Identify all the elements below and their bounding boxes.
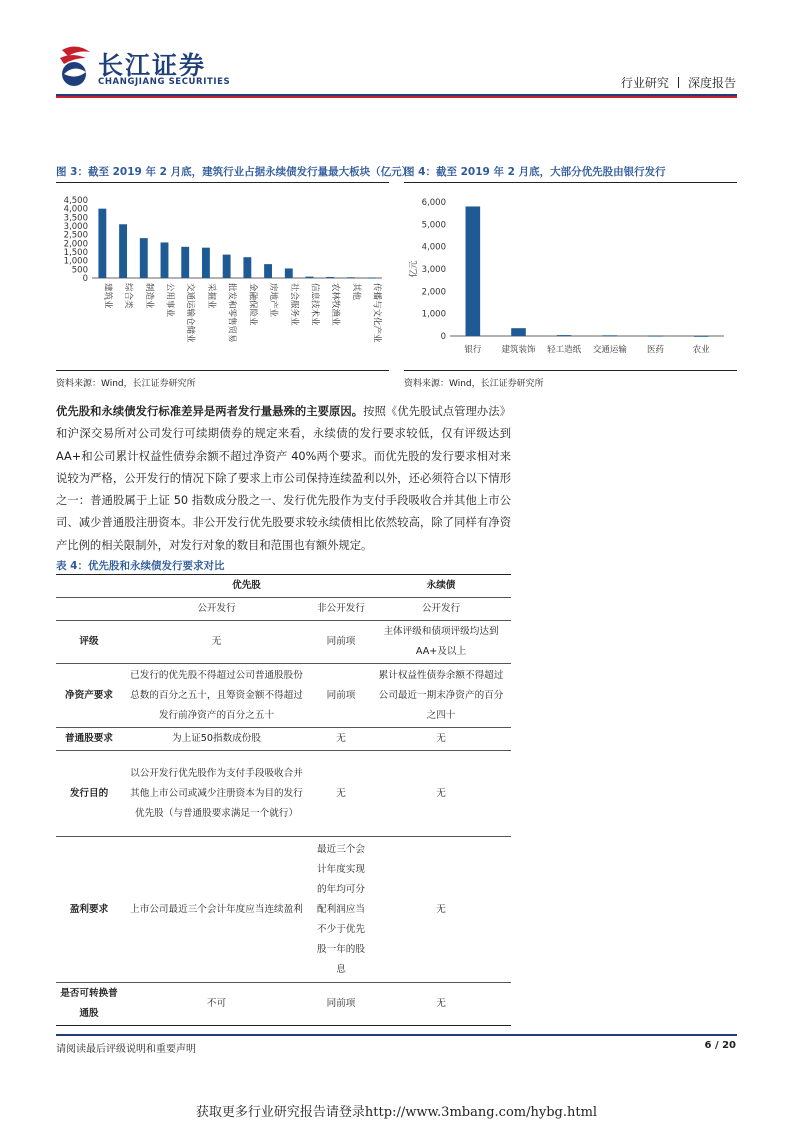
cell-perpetual: 无 bbox=[371, 751, 511, 837]
section-depth: 深度报告 bbox=[687, 76, 736, 90]
x-tick-label: 农林牧渔业 bbox=[330, 283, 341, 326]
x-tick-label: 交通运输 bbox=[592, 345, 627, 355]
figure3-bottom-rule bbox=[56, 370, 389, 371]
section-divider bbox=[678, 77, 680, 88]
bar bbox=[161, 242, 169, 278]
company-logo bbox=[56, 44, 236, 92]
row-header: 发行目的 bbox=[56, 751, 122, 837]
x-tick-label: 综合类 bbox=[123, 283, 134, 309]
x-tick-label: 公用事业 bbox=[164, 283, 175, 318]
y-tick-label: 6,000 bbox=[421, 198, 446, 208]
figure4-bottom-rule bbox=[404, 370, 737, 371]
x-tick-label: 其他 bbox=[350, 283, 361, 301]
paragraph-body: 按照《优先股试点管理办法》和沪深交易所对公司发行可续期债券的规定来看，永续债的发行要求较低，仅有评级达到 AA+和公司累计权益性债券余额不超过净资产 40%两个要求。而优先股的发行要求相对来说较为严格，公开发行的情况下除了要求上市公司保持连续盈利以外，还必须符合以下情形之一：普通股属于上证 50 指数成分股之一、发行优先股作为支付手段吸收合并其他上市公司、减少普通股注册资本。非公开发行优先股要求较永续债相比依然较高，除了同样有净资产比例的相关限制外，对发行对象的数目和范围也有额外规定。 bbox=[56, 405, 511, 552]
bar bbox=[557, 335, 572, 336]
y-tick-label: 2,500 bbox=[63, 230, 88, 241]
cell-nonpublic: 无 bbox=[311, 728, 371, 751]
x-tick-label: 银行 bbox=[464, 345, 482, 355]
x-tick-label: 传播与文化产业 bbox=[371, 283, 382, 343]
logo-emblem-icon bbox=[56, 44, 96, 90]
body-paragraph bbox=[56, 401, 511, 557]
figure4-top-rule bbox=[404, 182, 737, 183]
comparison-table bbox=[56, 574, 511, 1026]
brand-name-cn: 长江证券 bbox=[98, 51, 207, 80]
x-tick-label: 制造业 bbox=[143, 283, 154, 309]
cell-public: 不可 bbox=[122, 983, 311, 1026]
bar bbox=[140, 238, 148, 278]
y-tick-label: 0 bbox=[82, 274, 88, 284]
cell-nonpublic: 无 bbox=[311, 751, 371, 837]
row-header: 评级 bbox=[56, 621, 122, 664]
bar bbox=[326, 277, 334, 278]
bar bbox=[466, 206, 481, 336]
table-header-row bbox=[56, 575, 511, 598]
x-tick-label: 金融保险业 bbox=[247, 283, 258, 326]
x-tick-label: 建筑业 bbox=[102, 283, 113, 309]
cell-perpetual: 主体评级和债项评级均达到 AA+及以上 bbox=[371, 621, 511, 664]
y-tick-label: 4,000 bbox=[421, 242, 446, 253]
sub-public-offering: 公开发行 bbox=[197, 603, 236, 614]
x-tick-label: 轻工造纸 bbox=[547, 345, 582, 355]
header-accent-rule bbox=[56, 96, 737, 98]
y-tick-label: 3,000 bbox=[63, 222, 88, 232]
bar bbox=[285, 268, 293, 278]
cell-nonpublic: 同前项 bbox=[311, 664, 371, 728]
table-row bbox=[56, 728, 511, 751]
bar bbox=[648, 336, 663, 337]
x-tick-label: 批发和零售贸易 bbox=[226, 283, 237, 343]
figure4-caption: 图 4：截至 2019 年 2 月底，大部分优先股由银行发行 bbox=[404, 166, 666, 178]
row-header: 净资产要求 bbox=[56, 664, 122, 728]
col-perpetual-bond: 永续债 bbox=[426, 580, 456, 591]
table-row bbox=[56, 837, 511, 983]
table-row bbox=[56, 621, 511, 664]
y-tick-label: 1,000 bbox=[63, 256, 88, 267]
x-tick-label: 采掘业 bbox=[205, 283, 216, 309]
table-subheader-row bbox=[56, 598, 511, 621]
cell-public: 无 bbox=[122, 621, 311, 664]
bar bbox=[603, 335, 618, 336]
sub-nonpublic-offering: 非公开发行 bbox=[317, 603, 365, 614]
figure3-caption: 图 3：截至 2019 年 2 月底，建筑行业占据永续债发行量最大板块（亿元） bbox=[56, 166, 413, 178]
bar bbox=[202, 248, 210, 278]
figure3-top-rule bbox=[56, 182, 389, 183]
cell-nonpublic: 同前项 bbox=[311, 621, 371, 664]
y-tick-label: 500 bbox=[71, 265, 88, 276]
brand-name-en: CHANGJIANG SECURITIES bbox=[98, 77, 231, 87]
x-tick-label: 信息技术业 bbox=[309, 283, 320, 326]
bar bbox=[511, 328, 526, 336]
bar bbox=[368, 277, 376, 278]
x-tick-label: 农业 bbox=[692, 345, 710, 355]
col-preferred-stock: 优先股 bbox=[232, 580, 261, 591]
y-tick-label: 2,000 bbox=[63, 239, 88, 250]
cell-nonpublic: 同前项 bbox=[311, 983, 371, 1026]
promo-link[interactable]: 获取更多行业研究报告请登录http://www.3mbang.com/hybg.html bbox=[195, 1105, 598, 1120]
table-row bbox=[56, 751, 511, 837]
bar bbox=[98, 209, 106, 278]
y-tick-label: 0 bbox=[440, 332, 446, 342]
figure3-source: 资料来源：Wind，长江证券研究所 bbox=[56, 379, 196, 389]
bar bbox=[223, 255, 231, 278]
figure3-chart bbox=[56, 186, 389, 366]
bar bbox=[347, 277, 355, 278]
paragraph-lead: 优先股和永续债发行标准差异是两者发行量悬殊的主要原因。 bbox=[56, 405, 364, 418]
y-tick-label: 2,000 bbox=[421, 287, 446, 298]
y-tick-label: 1,000 bbox=[421, 309, 446, 320]
row-header: 盈利要求 bbox=[56, 837, 122, 983]
cell-nonpublic: 最近三个会计年度实现的年均可分配利润应当不少于优先股一年的股息 bbox=[311, 837, 371, 983]
bar bbox=[243, 257, 251, 278]
table-row bbox=[56, 664, 511, 728]
bar bbox=[306, 277, 314, 278]
bar bbox=[264, 264, 272, 278]
cell-perpetual: 无 bbox=[371, 728, 511, 751]
y-tick-label: 3,000 bbox=[421, 265, 446, 275]
sub-public-offering-2: 公开发行 bbox=[421, 603, 461, 614]
x-tick-label: 房地产业 bbox=[268, 283, 279, 318]
section-industry: 行业研究 bbox=[620, 76, 669, 90]
cell-perpetual: 累计权益性债券余额不得超过公司最近一期末净资产的百分之四十 bbox=[371, 664, 511, 728]
report-category bbox=[621, 74, 736, 91]
y-axis-label: 亿元 bbox=[409, 260, 419, 278]
cell-public: 以公开发行优先股作为支付手段吸收合并其他上市公司或减少注册资本为目的发行优先股（与普通股要求满足一个就行） bbox=[122, 751, 311, 837]
y-tick-label: 5,000 bbox=[421, 220, 446, 231]
y-tick-label: 1,500 bbox=[63, 248, 88, 258]
bar bbox=[181, 247, 189, 278]
table-row bbox=[56, 983, 511, 1026]
footer-rule bbox=[56, 1034, 737, 1036]
footer-note: 请阅读最后评级说明和重要声明 bbox=[56, 1044, 196, 1055]
cell-public: 已发行的优先股不得超过公司普通股股份总数的百分之五十，且筹资金额不得超过发行前净资产的百分之五十 bbox=[122, 664, 311, 728]
bar bbox=[119, 224, 127, 278]
page-number: 6 / 20 bbox=[704, 1040, 736, 1051]
cell-perpetual: 无 bbox=[371, 983, 511, 1026]
x-tick-label: 社会服务业 bbox=[288, 283, 299, 326]
bar bbox=[694, 336, 709, 337]
x-tick-label: 医药 bbox=[646, 345, 665, 355]
cell-perpetual: 无 bbox=[371, 837, 511, 983]
table4-caption: 表 4：优先股和永续债发行要求对比 bbox=[56, 560, 225, 572]
cell-public: 上市公司最近三个会计年度应当连续盈利 bbox=[122, 837, 311, 983]
row-header: 普通股要求 bbox=[56, 728, 122, 751]
x-tick-label: 交通运输仓储业 bbox=[185, 283, 196, 343]
figure4-source: 资料来源：Wind，长江证券研究所 bbox=[404, 379, 544, 389]
cell-public: 为上证50指数成份股 bbox=[122, 728, 311, 751]
x-tick-label: 建筑装饰 bbox=[501, 345, 536, 355]
y-tick-label: 4,000 bbox=[63, 204, 88, 215]
y-tick-label: 4,500 bbox=[63, 196, 88, 206]
y-tick-label: 3,500 bbox=[63, 213, 88, 224]
row-header: 是否可转换普通股 bbox=[56, 983, 122, 1026]
figure4-chart bbox=[404, 186, 737, 366]
